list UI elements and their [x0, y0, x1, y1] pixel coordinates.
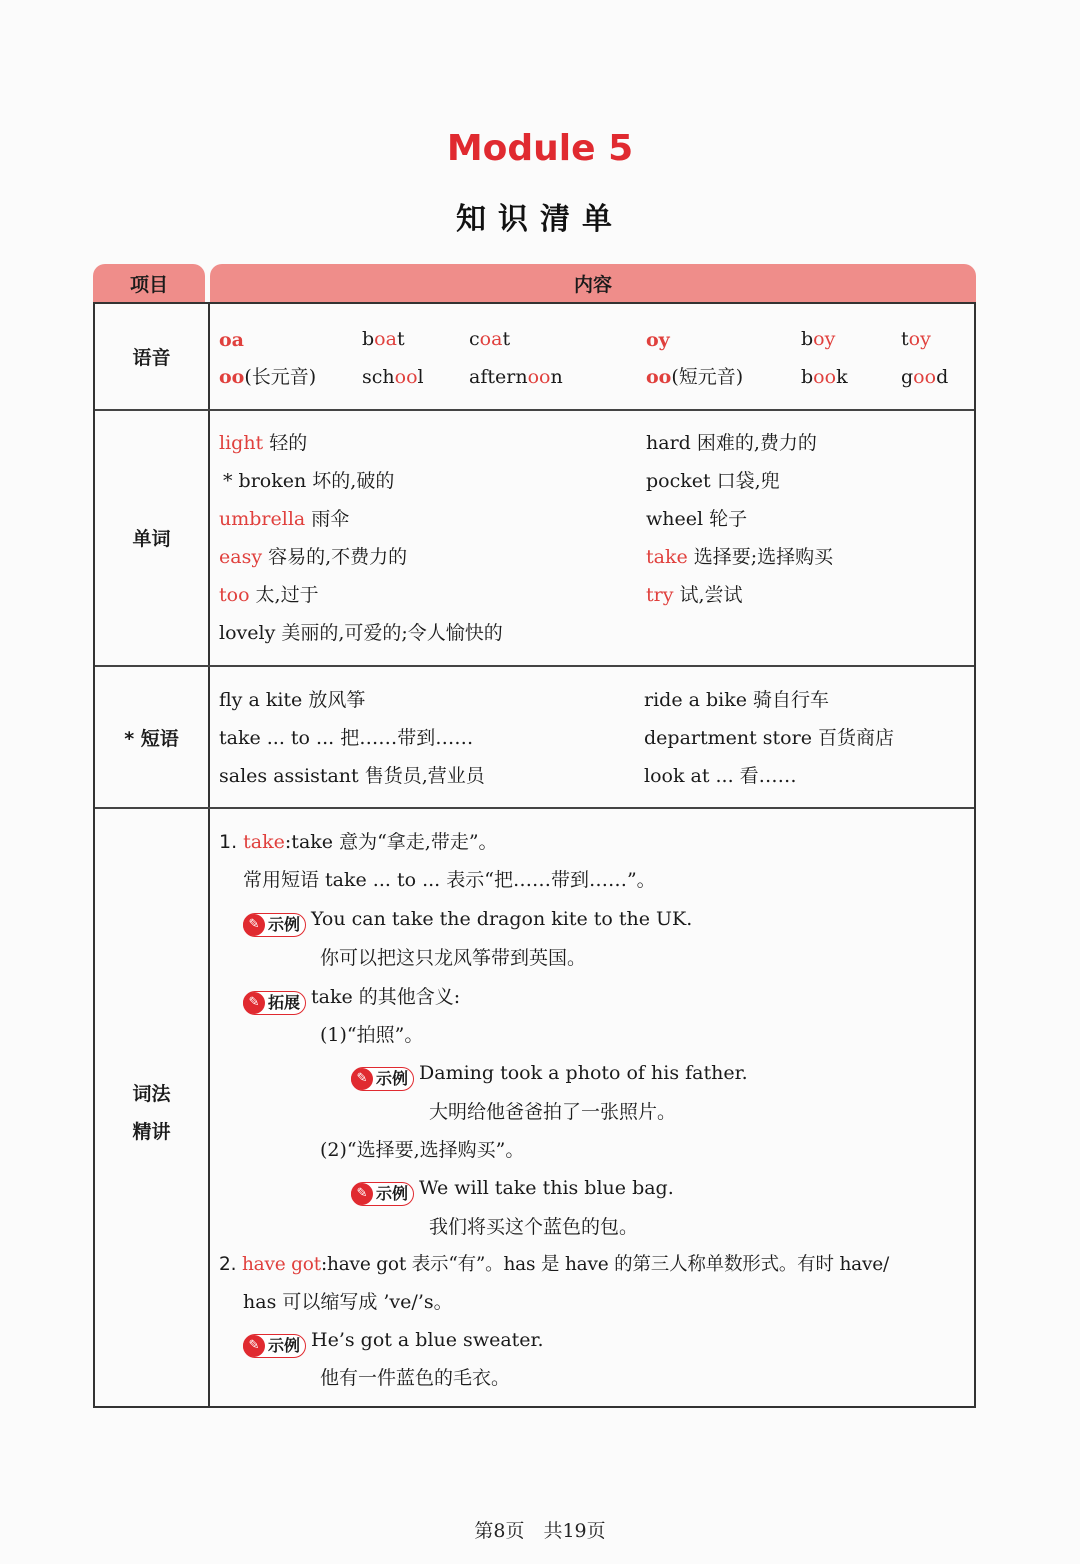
page-footer: 第8页 共19页 — [474, 1520, 606, 1542]
word-entry: try 试,尝试 — [646, 584, 743, 606]
phrase-entry: look at ... 看…… — [644, 765, 797, 787]
phrase-entry: ride a bike 骑自行车 — [644, 689, 830, 711]
extend-line: ✎ 拓展 take 的其他含义: — [243, 984, 460, 1015]
phonics-word: school — [362, 366, 424, 388]
phonics-word: boat — [362, 328, 405, 350]
phonics-pattern: oa — [219, 329, 244, 351]
word-entry: light 轻的 — [219, 432, 308, 454]
word-entry: wheel 轮子 — [646, 508, 748, 530]
phonics-pattern: oy — [646, 329, 670, 351]
example-translation: 大明给他爸爸拍了一张照片。 — [429, 1101, 677, 1123]
row-divider — [95, 807, 974, 809]
word-entry: * broken 坏的,破的 — [223, 470, 395, 492]
example-badge: ✎ 示例 — [243, 1334, 306, 1358]
header-content-column: 内容 — [210, 264, 976, 302]
example-badge: ✎ 示例 — [243, 913, 306, 937]
category-grammar-2: 精讲 — [132, 1121, 171, 1143]
example-badge: ✎ 示例 — [351, 1182, 414, 1206]
phrase-entry: sales assistant 售货员,营业员 — [219, 765, 485, 787]
word-entry: easy 容易的,不费力的 — [219, 546, 408, 568]
phonics-word: good — [901, 366, 949, 388]
category-phrases: * 短语 — [124, 728, 179, 750]
extend-badge: ✎ 拓展 — [243, 991, 306, 1015]
example-translation: 我们将买这个蓝色的包。 — [429, 1216, 639, 1238]
category-words: 单词 — [132, 528, 171, 550]
grammar-item-1: 1. take:take 意为“拿走,带走”。 — [219, 831, 498, 853]
grammar-line: has 可以缩写成 ’ve/’s。 — [243, 1291, 453, 1313]
example-translation: 你可以把这只龙风筝带到英国。 — [320, 947, 587, 969]
phrase-entry: fly a kite 放风筝 — [219, 689, 366, 711]
word-entry: lovely 美丽的,可爱的;令人愉快的 — [219, 622, 503, 644]
word-entry: pocket 口袋,兜 — [646, 470, 780, 492]
phonics-word: boy — [801, 328, 836, 350]
phrase-entry: take ... to ... 把……带到…… — [219, 727, 474, 749]
word-entry: too 太,过于 — [219, 584, 319, 606]
grammar-item-2: 2. have got:have got 表示“有”。has 是 have 的第三人称单数形式。有时 have/ — [219, 1254, 890, 1275]
phonics-word: toy — [901, 328, 931, 350]
phrase-entry: department store 百货商店 — [644, 727, 894, 749]
example-badge: ✎ 示例 — [351, 1067, 414, 1091]
category-phonics: 语音 — [132, 347, 171, 369]
phonics-word: coat — [469, 328, 511, 350]
page-subtitle: 知识清单 — [456, 202, 624, 237]
category-grammar-1: 词法 — [132, 1083, 171, 1105]
word-entry: take 选择要;选择购买 — [646, 546, 834, 568]
header-item-column: 项目 — [93, 264, 205, 302]
example-line: ✎ 示例 Daming took a photo of his father. — [351, 1060, 748, 1091]
example-line: ✎ 示例 You can take the dragon kite to the UK. — [243, 906, 692, 937]
pencil-icon: ✎ — [243, 1335, 265, 1357]
pencil-icon: ✎ — [243, 914, 265, 936]
example-line: ✎ 示例 He’s got a blue sweater. — [243, 1327, 544, 1358]
example-translation: 他有一件蓝色的毛衣。 — [320, 1367, 511, 1389]
phonics-word: book — [801, 366, 848, 388]
pencil-icon: ✎ — [351, 1068, 373, 1090]
phonics-word: afternoon — [469, 366, 563, 388]
word-entry: umbrella 雨伞 — [219, 508, 350, 530]
sub-meaning: (1)“拍照”。 — [320, 1024, 424, 1046]
pencil-icon: ✎ — [243, 992, 265, 1014]
example-line: ✎ 示例 We will take this blue bag. — [351, 1175, 674, 1206]
phonics-pattern: oo(短元音) — [646, 366, 744, 388]
phonics-pattern: oo(长元音) — [219, 366, 317, 388]
knowledge-table — [93, 302, 976, 1408]
row-divider — [95, 665, 974, 667]
row-divider — [95, 409, 974, 411]
page-title: Module 5 — [446, 128, 634, 169]
column-divider — [208, 304, 210, 1406]
pencil-icon: ✎ — [351, 1183, 373, 1205]
grammar-line: 常用短语 take ... to ... 表示“把……带到……”。 — [243, 869, 656, 891]
sub-meaning: (2)“选择要,选择购买”。 — [320, 1139, 525, 1161]
word-entry: hard 困难的,费力的 — [646, 432, 817, 454]
